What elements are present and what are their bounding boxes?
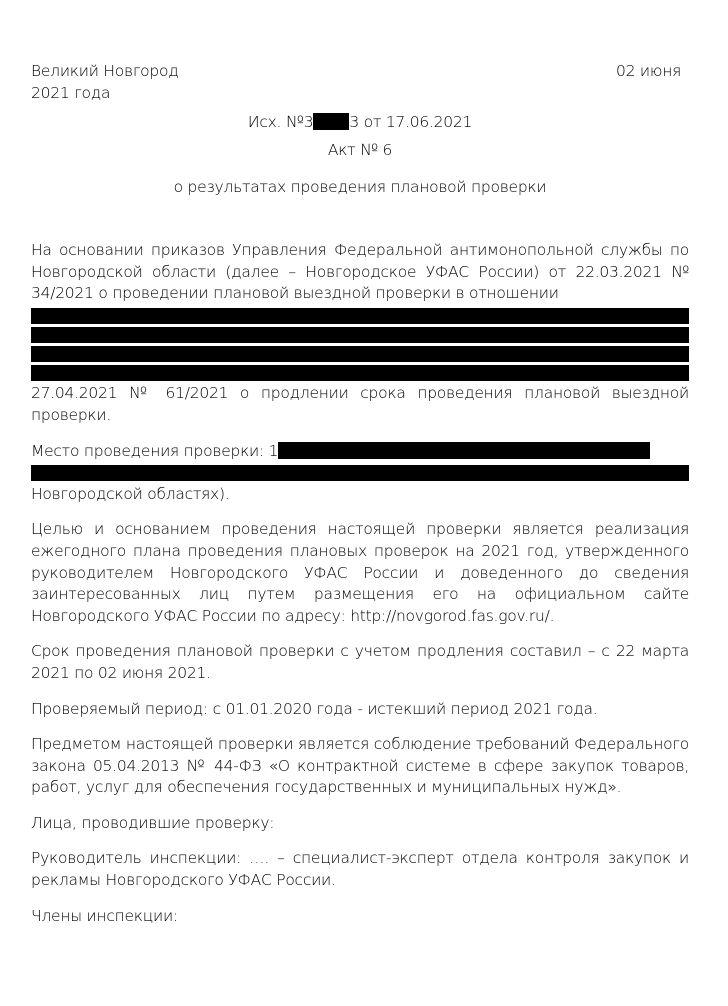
header-city: Великий Новгород — [31, 62, 179, 80]
header-year: 2021 года — [31, 84, 111, 102]
paragraph-members: Члены инспекции: — [31, 906, 178, 925]
header-date: 02 июня — [615, 62, 681, 80]
paragraph-term: Срок проведения плановой проверки с учетом продления составил – с 22 марта 2021 по 02 июня 2021. — [31, 642, 689, 682]
paragraph-purpose: Целью и основанием проведения настоящей проверки является реализация ежегодного плана проведения плановых проверок на 2021 год, утвержденного руководителем Новгородского УФАС России и доведенного до сведения заинтересованных лиц путем размещения его на официальном сайте Новгородского УФАС России по адресу: http://novgorod.fas.gov.ru/. — [31, 520, 689, 625]
place-text-end: Новгородской областях). — [31, 484, 230, 503]
outgoing-fragment-2: 3 — [349, 113, 359, 131]
header-row — [31, 60, 689, 82]
redaction-block — [278, 442, 650, 459]
paragraph-place — [31, 441, 689, 506]
basis-text-end: 27.04.2021 № 61/2021 о продлении срока проведения плановой выездной проверки. — [31, 384, 689, 424]
basis-text-start: На основании приказов Управления Федеральной антимонопольной службы по Новгородской области (далее – Новгородское УФАС России) от 22.03.2021 № 34/2021 о проведении плановой выездной проверки в отношении — [31, 241, 689, 303]
outgoing-fragment-1: 3 — [303, 113, 314, 131]
outgoing-suffix: от 17.06.2021 — [363, 113, 473, 131]
redaction-line — [31, 465, 689, 481]
paragraph-head: Руководитель инспекции: …. – специалист-эксперт отдела контроля закупок и рекламы Новгородского УФАС России. — [31, 849, 689, 890]
outgoing-prefix: Исх. № — [247, 113, 304, 131]
outgoing-number — [31, 111, 689, 133]
redaction-line — [31, 308, 689, 324]
paragraph-period: Проверяемый период: с 01.01.2020 года - истекший период 2021 года. — [31, 699, 598, 718]
document-page — [31, 60, 689, 941]
act-title: Акт № 6 — [327, 141, 393, 159]
redaction-line — [31, 365, 689, 381]
paragraph-subject: Предметом настоящей проверки является соблюдение требований Федерального закона 05.04.2013 № 44-ФЗ «О контрактной системе в сфере закупок товаров, работ, услуг для обеспечения государственных и муниципальных нужд». — [31, 735, 689, 797]
redaction-line — [31, 346, 689, 362]
act-subtitle: о результатах проведения плановой проверки — [173, 178, 547, 196]
place-text-start: Место проведения проверки: 1 — [31, 441, 279, 460]
redaction-line — [31, 327, 689, 343]
redaction-block — [313, 113, 349, 130]
paragraph-basis — [31, 240, 689, 427]
paragraph-persons: Лица, проводившие проверку: — [31, 813, 275, 832]
